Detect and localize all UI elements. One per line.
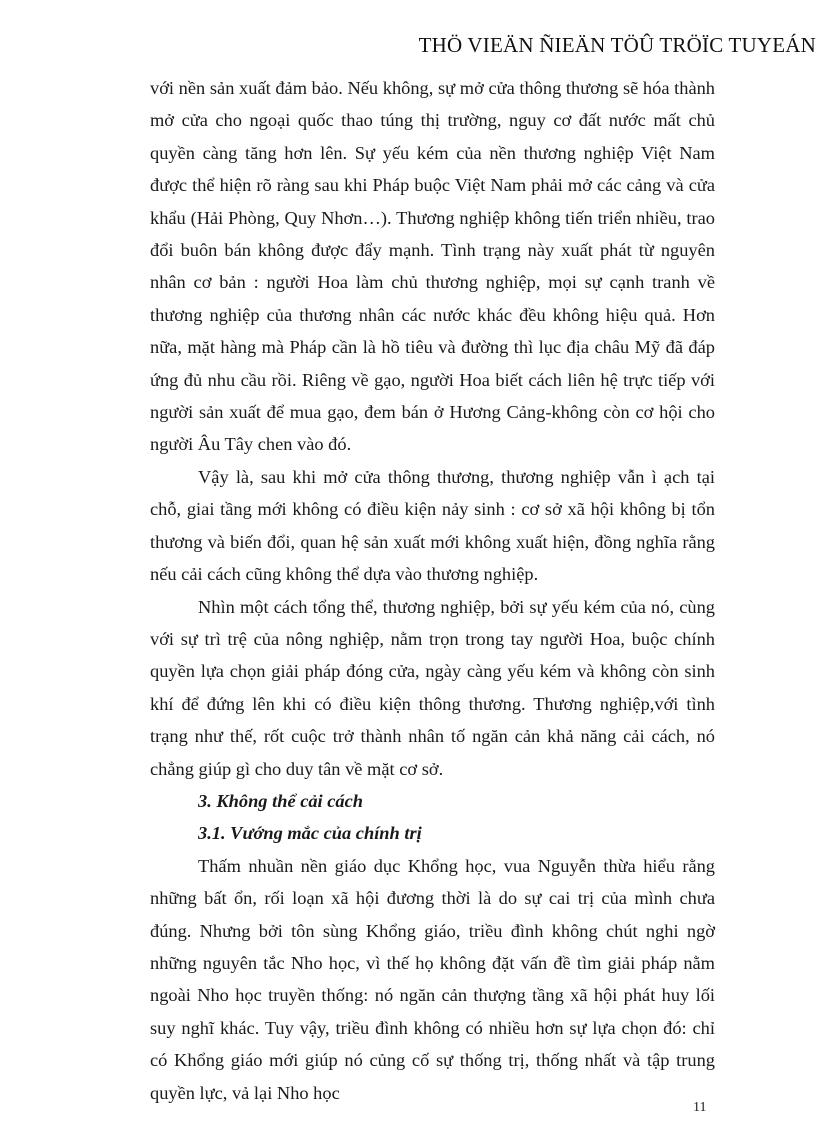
- subsection-heading: 3.1. Vướng mắc của chính trị: [198, 823, 422, 844]
- document-body: [150, 72, 715, 1109]
- section-heading: 3. Không thể cải cách: [198, 790, 364, 811]
- body-paragraph: Thấm nhuần nền giáo dục Khổng học, vua Nguyễn thừa hiểu rằng những bất ổn, rối loạn xã hội đương thời là do sự cai trị của mình chưa đúng. Nhưng bởi tôn sùng Khổng giáo, triều đình không chút nghi ngờ những nguyên tắc Nho học, vì thế họ không đặt vấn đề tìm giải pháp nằm ngoài Nho học truyền thống: nó ngăn cản thượng tầng xã hội phát huy lối suy nghĩ khác. Tuy vậy, triều đình không có nhiều hơn sự lựa chọn đó: chỉ có Khổng giáo mới giúp nó củng cố sự thống trị, thống nhất và tập trung quyền lực, vả lại Nho học: [150, 855, 715, 1103]
- body-paragraph: Nhìn một cách tổng thể, thương nghiệp, bởi sự yếu kém của nó, cùng với sự trì trệ của nông nghiệp, nằm trọn trong tay người Hoa, buộc chính quyền lựa chọn giải pháp đóng cửa, ngày càng yếu kém và không còn sinh khí để đứng lên khi có điều kiện thông thương. Thương nghiệp,với tình trạng như thế, rốt cuộc trở thành nhân tố ngăn cản khả năng cải cách, nó chẳng giúp gì cho duy tân về mặt cơ sở.: [150, 596, 715, 779]
- page-header: THÖ VIEÄN ÑIEÄN TÖÛ TRÖÏC TUYEÁN: [418, 33, 816, 57]
- body-paragraph: Vậy là, sau khi mở cửa thông thương, thương nghiệp vẫn ì ạch tại chỗ, giai tầng mới không có điều kiện nảy sinh : cơ sở xã hội không bị tổn thương và biến đổi, quan hệ sản xuất mới không xuất hiện, đồng nghĩa rằng nếu cải cách cũng không thể dựa vào thương nghiệp.: [150, 466, 715, 585]
- page-number: 11: [693, 1100, 707, 1115]
- body-paragraph: với nền sản xuất đảm bảo. Nếu không, sự mở cửa thông thương sẽ hóa thành mở cửa cho ngoại quốc thao túng thị trường, nguy cơ đất nước mất chủ quyền càng tăng hơn lên. Sự yếu kém của nền thương nghiệp Việt Nam được thể hiện rõ ràng sau khi Pháp buộc Việt Nam phải mở các cảng và cửa khẩu (Hải Phòng, Quy Nhơn…). Thương nghiệp không tiến triển nhiều, trao đổi buôn bán không được đẩy mạnh. Tình trạng này xuất phát từ nguyên nhân cơ bản : người Hoa làm chủ thương nghiệp, mọi sự cạnh tranh về thương nghiệp của thương nhân các nước khác đều không hiệu quả. Hơn nữa, mặt hàng mà Pháp cần là hồ tiêu và đường thì lục địa châu Mỹ đã đáp ứng đủ nhu cầu rồi. Riêng về gạo, người Hoa biết cách liên hệ trực tiếp với người sản xuất để mua gạo, đem bán ở Hương Cảng-không còn cơ hội cho người Âu Tây chen vào đó.: [150, 78, 715, 455]
